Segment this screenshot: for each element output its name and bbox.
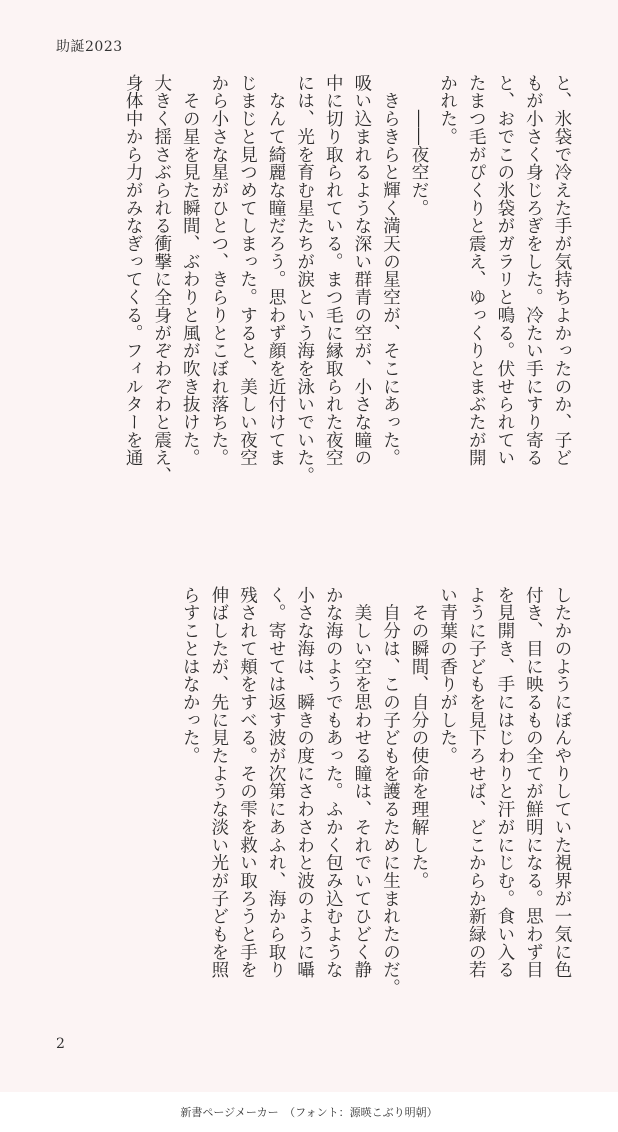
text-line: 美しい空を思わせる瞳は、それでいてひどく静 — [351, 586, 372, 979]
text-line: を見開き、手にはじわりと汗がにじむ。食い入る — [494, 586, 515, 979]
text-line: 吸い込まれるような深い群青の空が、小さな瞳の — [351, 74, 372, 467]
text-line: したかのようにぼんやりしていた視界が一気に色 — [552, 586, 572, 979]
text-line: ――夜空だ。 — [409, 74, 430, 217]
text-line: く。寄せては返す波が次第にあふれ、海から取り — [266, 586, 287, 979]
text-line: 中に切り取られている。まつ毛に縁取られた夜空 — [323, 74, 344, 467]
text-line: かれた。 — [437, 74, 458, 146]
text-line: ように子どもを見下ろせば、どこからか新緑の若 — [466, 586, 487, 979]
text-line: その星を見た瞬間、ぶわりと風が吹き抜けた。 — [180, 74, 201, 467]
text-line: きらきらと輝く満天の星空が、そこにあった。 — [380, 74, 401, 467]
text-line: と、氷袋で冷えた手が気持ちよかったのか、子ど — [552, 74, 572, 467]
text-line: たまつ毛がぴくりと震え、ゆっくりとまぶたが開 — [466, 74, 487, 467]
text-line: その瞬間、自分の使命を理解した。 — [409, 586, 430, 890]
text-line: 伸ばしたが、先に見たような淡い光が子どもを照 — [208, 586, 229, 979]
text-line: には、光を育む星たちが涙という海を泳いでいた。 — [294, 74, 315, 485]
text-line: なんて綺麗な瞳だろう。思わず顔を近付けてま — [266, 74, 287, 467]
text-line: 付き、目に映るもの全てが鮮明になる。思わず目 — [523, 586, 544, 979]
text-line: 残されて頬をすべる。その雫を救い取ろうと手を — [237, 586, 258, 979]
text-line: 大きく揺さぶられる衝撃に全身がぞわぞわと震え、 — [151, 74, 172, 485]
text-line: 身体中から力がみなぎってくる。フィルターを通 — [123, 74, 144, 467]
text-block-bottom — [176, 586, 576, 1016]
text-line: から小さな星がひとつ、きらりとこぼれ落ちた。 — [208, 74, 229, 467]
text-line: じまじと見つめてしまった。すると、美しい夜空 — [237, 74, 258, 467]
text-line: かな海のようでもあった。ふかく包み込むような — [323, 586, 344, 979]
text-line: もが小さく身じろぎをした。冷たい手にすり寄る — [523, 74, 544, 467]
page-number: 2 — [56, 1036, 65, 1052]
text-block-top — [119, 74, 577, 544]
text-line: らすことはなかった。 — [180, 586, 201, 765]
text-line: と、おでこの氷袋がガラリと鳴る。伏せられてい — [494, 74, 515, 467]
footer-credit: 新書ページメーカー （フォント：源暎こぶり明朝） — [0, 1092, 618, 1132]
text-line: 小さな海は、瞬きの度にさわさわと波のように囁 — [294, 586, 315, 979]
header-title: 助誕2023 — [56, 39, 123, 55]
text-line: い青葉の香りがした。 — [437, 586, 458, 765]
text-line: 自分は、この子どもを護るために生まれたのだ。 — [380, 586, 401, 997]
